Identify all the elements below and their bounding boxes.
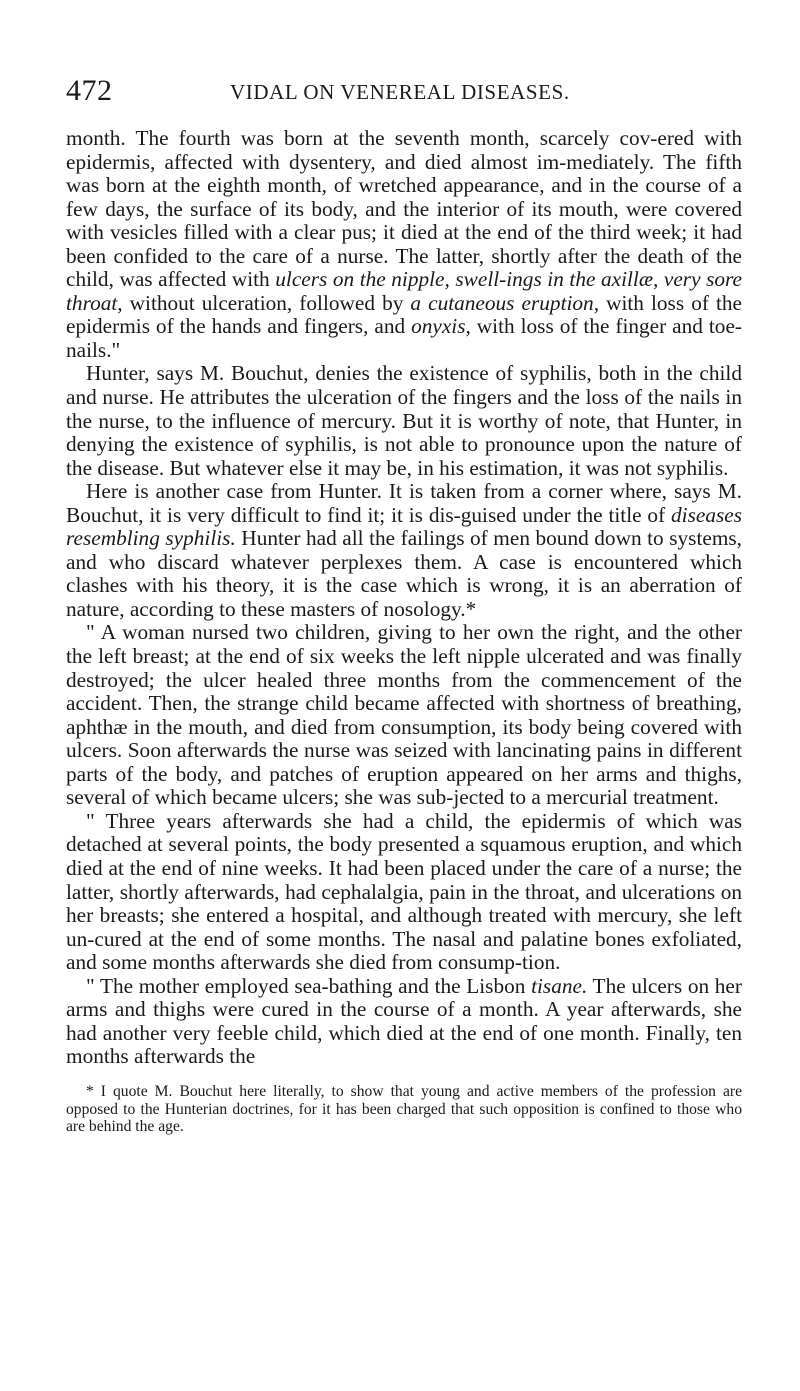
italic-text: onyxis,	[411, 314, 471, 339]
italic-text: tisane.	[531, 973, 588, 998]
body-text	[66, 127, 742, 1069]
text-run: with loss of the epidermis of the hands and fingers, and	[66, 290, 742, 339]
paragraph	[66, 127, 742, 362]
text-run: " A woman nursed two children, giving to her own the right, and the other the left breast; at the end of six weeks the left nipple ulcerated and was finally destroyed; the ulcer healed three months from the commencement of the accident. Then, the strange child became affected with shortness of breathing, aphthæ in the mouth, and died from consumption, its body being covered with ulcers. Soon afterwards the nurse was seized with lancinating pains in different parts of the body, and patches of eruption appeared on her arms and thighs, several of which became ulcers; she was sub-jected to a mercurial treatment.	[66, 620, 742, 810]
italic-text: diseases resembling syphilis.	[66, 502, 742, 551]
page-number: 472	[66, 74, 113, 107]
paragraph	[66, 810, 742, 975]
paragraph	[66, 362, 742, 480]
page-header	[66, 0, 742, 127]
paragraph	[66, 975, 742, 1069]
text-run: The ulcers on her arms and thighs were cured in the course of a month. A year afterwards, she had another very feeble child, which died at the end of one month. Finally, ten months afterwards the	[66, 973, 742, 1069]
italic-text: ulcers on the nipple, swell-ings in the axillæ, very sore throat,	[66, 267, 742, 315]
italic-text: a cutaneous eruption,	[410, 290, 600, 315]
text-run: with loss of the finger and toe-nails."	[66, 314, 742, 362]
text-run: " Three years afterwards she had a child, the epidermis of which was detached at several points, the body presented a squamous eruption, and which died at the end of nine weeks. It had been placed under the care of a nurse; the latter, shortly afterwards, had cephalalgia, pain in the throat, and ulcerations on her breasts; she entered a hospital, and although treated with mercury, she left un-cured at the end of some months. The nasal and palatine bones exfoliated, and some months afterwards she died from consump-tion.	[66, 808, 742, 975]
text-run: without ulceration, followed by	[122, 290, 411, 315]
text-run: Hunter, says M. Bouchut, denies the existence of syphilis, both in the child and nurse. He attributes the ulceration of the fingers and the loss of the nails in the nurse, to the influence of mercury. But it is worthy of note, that Hunter, in denying the existence of syphilis, is not able to pronounce upon the nature of the disease. But whatever else it may be, in his estimation, it was not syphilis.	[66, 361, 742, 480]
text-run: Hunter had all the failings of men bound down to systems, and who discard whatever perplexes them. A case is encountered which clashes with his theory, it is the case which is wrong, it is an aberration of nature, according to these masters of nosology.*	[66, 526, 742, 621]
text-run: month. The fourth was born at the seventh month, scarcely cov-ered with epidermis, affected with dysentery, and died almost im-mediately. The fifth was born at the eighth month, of wretched appearance, and in the course of a few days, the surface of its body, and the interior of its mouth, were covered with vesicles filled with a clear pus; it died at the end of the third week; it had been confided to the care of a nurse. The latter, shortly after the death of the child, was affected with	[66, 126, 742, 292]
running-title: VIDAL ON VENEREAL DISEASES.	[230, 80, 570, 104]
paragraph	[66, 480, 742, 621]
text-run: " The mother employed sea-bathing and the Lisbon	[86, 973, 532, 998]
footnote: * I quote M. Bouchut here literally, to show that young and active members of the profession are opposed to the Hunterian doctrines, for it has been charged that such opposition is confined to those who are behind the age.	[66, 1082, 742, 1136]
paragraph	[66, 621, 742, 809]
text-run: Here is another case from Hunter. It is taken from a corner where, says M. Bouchut, it is very difficult to find it; it is dis-guised under the title of	[66, 479, 742, 527]
